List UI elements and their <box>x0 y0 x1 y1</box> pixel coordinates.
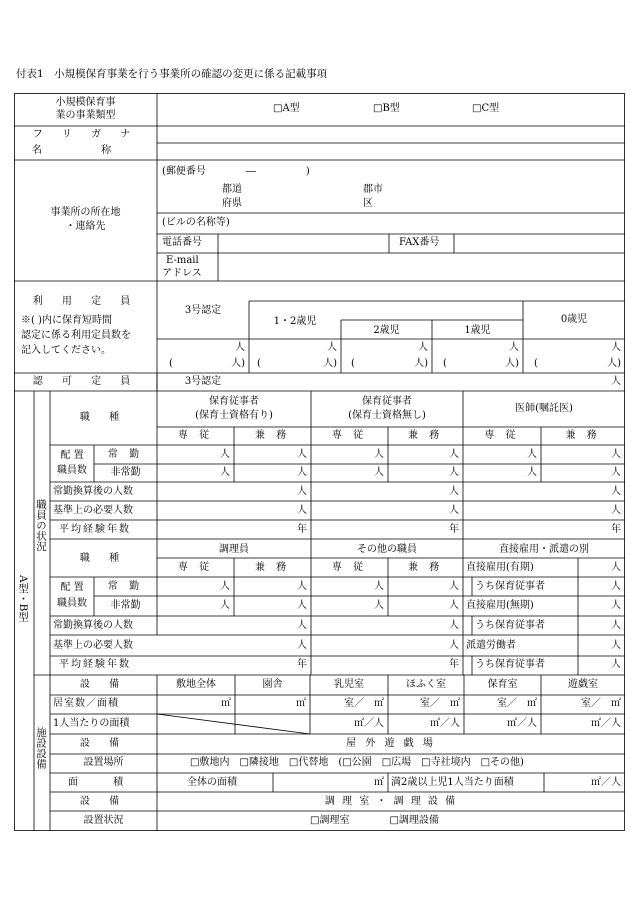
cap-cert3-paren-open: ( <box>169 358 173 369</box>
s1-r2-u2: 人 <box>297 467 307 478</box>
fac-site-sqm: ㎡ <box>221 698 231 709</box>
capacity-label: 利 用 定 員 <box>32 296 139 307</box>
fac-infant-rooms: 室／ ㎡ <box>344 698 384 709</box>
cert3-label: 3号認定 <box>184 305 222 316</box>
s2-c1-fulltime: 専 従 <box>177 562 214 573</box>
furigana-label: フ リ ガ ナ <box>32 129 139 140</box>
fac-play-room: 遊戯室 <box>568 679 598 690</box>
s1-r2-u6: 人 <box>611 467 621 478</box>
s2-c2-concurrent: 兼 務 <box>407 562 444 573</box>
cap-age1-unit: 人 <box>509 342 519 353</box>
s2-regular: 常 勤 <box>107 581 144 592</box>
s2-irregular: 非常勤 <box>110 600 141 611</box>
s1-c2-concurrent: 兼 務 <box>407 430 444 441</box>
address-label-1: 事業所の所在地 <box>50 207 121 218</box>
type-a-checkbox[interactable]: □A型 <box>273 103 300 114</box>
fac-nursery-room: 保育室 <box>487 679 518 690</box>
fax-label: FAX番号 <box>399 237 440 248</box>
fac-kitchen-label: 調 理 室 ・ 調 理 設 備 <box>324 796 458 807</box>
form-table <box>14 93 625 831</box>
staff2-other: その他の職員 <box>357 544 417 555</box>
s1-r2-u1: 人 <box>220 467 230 478</box>
cap-age0-unit: 人 <box>611 342 621 353</box>
s2-fte-label: 常勤換算後の人数 <box>53 620 133 631</box>
fac-equipment-label-3: 設 備 <box>79 796 128 807</box>
s1-r2-u3: 人 <box>374 467 384 478</box>
fac-crawl-per: ㎡／人 <box>430 718 460 729</box>
s1-yr-u2: 年 <box>449 524 459 535</box>
ward-label: 区 <box>363 198 373 209</box>
fac-per-child-unit: ㎡／人 <box>591 777 621 788</box>
s1-r2-u4: 人 <box>449 467 459 478</box>
s2-req-u2: 人 <box>449 640 459 651</box>
cap-age2-paren: 人) <box>414 358 428 369</box>
age2-label: 2歳児 <box>373 325 400 336</box>
staff1-col1-l1: 保育従事者 <box>209 396 259 407</box>
fac-rooms-area-label: 居室数／面積 <box>53 698 119 709</box>
cap-age1-paren: 人) <box>505 358 519 369</box>
s2-dispatch-unit: 人 <box>611 640 621 651</box>
email-label-2: アドレス <box>162 268 202 279</box>
type-c-checkbox[interactable]: □C型 <box>472 103 500 114</box>
s1-c3-concurrent: 兼 務 <box>565 430 601 441</box>
s2-r1-u1: 人 <box>220 581 230 592</box>
staff1-col2-l1: 保育従事者 <box>362 396 412 407</box>
s2-r2-u3: 人 <box>374 600 384 611</box>
s1-r1-u5: 人 <box>527 449 537 460</box>
s1-fte-label: 常勤換算後の人数 <box>53 486 133 497</box>
fac-bldg-sqm: ㎡ <box>296 698 306 709</box>
fac-building: 園舎 <box>262 679 283 690</box>
cap-age12-paren: 人) <box>323 358 337 369</box>
capacity-note-3: 記入してください。 <box>21 345 111 356</box>
s2-of-which-1: うち保育従事者 <box>475 581 545 592</box>
s2-of-which-2-unit: 人 <box>611 620 621 631</box>
s2-direct-fixed: 直接雇用(有期) <box>466 562 534 573</box>
fac-equipment-label-2: 設 備 <box>79 738 128 749</box>
ab-type-label: A型・B型 <box>17 575 29 622</box>
age1-label: 1歳児 <box>464 325 491 336</box>
s1-placement-1: 配 置 <box>60 450 84 461</box>
s1-c2-fulltime: 専 従 <box>331 430 368 441</box>
s1-regular: 常 勤 <box>107 449 144 460</box>
fac-infant-per: ㎡／人 <box>354 718 384 729</box>
s2-placement-1: 配 置 <box>60 582 84 593</box>
s2-req-u1: 人 <box>297 640 307 651</box>
fac-nursery-rooms: 室／ ㎡ <box>497 698 537 709</box>
fac-install-status-label: 設置状況 <box>83 815 124 826</box>
s1-c1-fulltime: 専 従 <box>177 430 214 441</box>
s2-fte-u1: 人 <box>297 620 307 631</box>
cap-age1-paren-open: ( <box>443 358 447 369</box>
s2-of-which-2: うち保育従事者 <box>475 620 545 631</box>
s1-placement-2: 職員数 <box>57 465 87 476</box>
s2-r2-u1: 人 <box>220 600 230 611</box>
cap-cert3-unit: 人 <box>235 342 245 353</box>
cap-age0-paren-open: ( <box>534 358 538 369</box>
fac-location-label: 設置場所 <box>83 757 124 768</box>
cap-age12-unit: 人 <box>327 342 337 353</box>
fac-crawl-room: ほふく室 <box>406 679 446 690</box>
s1-fte-u1: 人 <box>297 486 307 497</box>
s2-placement-2: 職員数 <box>57 598 87 609</box>
s2-yr-u2: 年 <box>449 659 459 670</box>
s1-r2-u5: 人 <box>527 467 537 478</box>
fac-equipment-label: 設 備 <box>79 679 128 690</box>
cap-age2-paren-open: ( <box>351 358 355 369</box>
cap-age12-paren-open: ( <box>257 358 261 369</box>
capacity-note-2: 認定に係る利用定員数を <box>21 330 131 341</box>
name-label: 名 称 <box>31 145 140 156</box>
type-label-1: 小規模保育事 <box>55 97 116 108</box>
s1-c1-concurrent: 兼 務 <box>254 430 291 441</box>
s1-required-label: 基準上の必要人数 <box>53 505 133 516</box>
s2-r1-u2: 人 <box>297 581 307 592</box>
s2-of-which-3-unit: 人 <box>611 659 621 670</box>
approval-cert3: 3号認定 <box>184 376 222 387</box>
s2-direct-fixed-unit: 人 <box>611 562 621 573</box>
capacity-note-1: ※( )内に保育短時間 <box>21 315 112 326</box>
s1-yr-u3: 年 <box>611 524 621 535</box>
facility-label: 施設設備 <box>35 727 47 769</box>
s1-req-u3: 人 <box>611 505 621 516</box>
fac-crawl-rooms: 室／ ㎡ <box>420 698 460 709</box>
staff1-job-type: 職 種 <box>79 412 128 423</box>
fac-outdoor-label: 屋 外 遊 戯 場 <box>346 738 436 749</box>
cap-cert3-paren: 人) <box>231 358 245 369</box>
s2-required-label: 基準上の必要人数 <box>53 640 133 651</box>
staff2-cook: 調理員 <box>219 544 249 555</box>
s2-avg-years-label: 平均経験年数 <box>59 659 131 670</box>
s1-r1-u2: 人 <box>297 449 307 460</box>
s2-r2-u4: 人 <box>449 600 459 611</box>
s1-yr-u1: 年 <box>297 524 307 535</box>
s1-irregular: 非常勤 <box>110 467 141 478</box>
s1-req-u2: 人 <box>449 505 459 516</box>
s2-c1-concurrent: 兼 務 <box>254 562 291 573</box>
fac-per-child-label: 満2歳以上児1人当たり面積 <box>391 777 514 788</box>
address-label-2: ・連絡先 <box>65 221 106 232</box>
s2-of-which-1-unit: 人 <box>611 581 621 592</box>
fac-play-per: ㎡／人 <box>591 718 621 729</box>
s2-r1-u4: 人 <box>449 581 459 592</box>
phone-label: 電話番号 <box>162 237 202 248</box>
approval-unit: 人 <box>611 376 621 387</box>
city-label: 郡市 <box>363 184 383 195</box>
s2-dispatch: 派遣労働者 <box>466 640 516 651</box>
staff1-col2-l2: (保育士資格無し) <box>348 410 426 421</box>
s2-fte-u2: 人 <box>449 620 459 631</box>
staff1-col3: 医師(嘱託医) <box>515 403 573 414</box>
fac-area-label: 面 積 <box>67 777 140 788</box>
s2-r2-u2: 人 <box>297 600 307 611</box>
s1-r1-u3: 人 <box>374 449 384 460</box>
age0-label: 0歳児 <box>560 314 588 325</box>
age12-label: 1・2歳児 <box>273 316 317 327</box>
s2-c2-fulltime: 専 従 <box>331 562 368 573</box>
fac-nursery-per: ㎡／人 <box>507 718 537 729</box>
s1-fte-u3: 人 <box>611 486 621 497</box>
fac-location-options[interactable]: □敷地内 □隣接地 □代替地 (□公園 □広場 □寺社境内 □その他) <box>190 757 524 768</box>
s1-c3-fulltime: 専 従 <box>484 430 520 441</box>
staff2-employment: 直接雇用・派遣の別 <box>499 544 589 555</box>
fac-kitchen-options[interactable]: □調理室 □調理設備 <box>310 815 439 826</box>
fac-infant-room: 乳児室 <box>334 679 364 690</box>
s2-direct-perm-unit: 人 <box>611 600 621 611</box>
prefecture-label-1: 都道 <box>222 184 242 195</box>
email-label-1: E-mail <box>166 255 199 266</box>
fac-total-area-label: 全体の面積 <box>187 777 237 788</box>
s1-req-u1: 人 <box>297 505 307 516</box>
cap-age2-unit: 人 <box>418 342 428 353</box>
type-b-checkbox[interactable]: □B型 <box>373 103 400 114</box>
staff-status-label: 職員の状況 <box>35 499 47 552</box>
s1-avg-years-label: 平均経験年数 <box>59 524 131 535</box>
building-name-field[interactable]: (ビルの名称等) <box>162 217 230 228</box>
fac-per-person-label: 1人当たりの面積 <box>53 718 130 729</box>
s2-yr-u1: 年 <box>297 659 307 670</box>
s2-r1-u3: 人 <box>374 581 384 592</box>
staff2-job-type: 職 種 <box>79 553 128 564</box>
document-title: 付表1 小規模保育事業を行う事業所の確認の変更に係る記載事項 <box>16 68 328 80</box>
s1-fte-u2: 人 <box>449 486 459 497</box>
fac-play-rooms: 室／ ㎡ <box>581 698 621 709</box>
s2-direct-perm: 直接雇用(無期) <box>466 600 534 611</box>
cap-age0-paren: 人) <box>607 358 621 369</box>
approval-label: 認 可 定 員 <box>32 376 139 387</box>
staff1-col1-l2: (保育士資格有り) <box>195 410 273 421</box>
s1-r1-u1: 人 <box>220 449 230 460</box>
fac-total-area-unit: ㎡ <box>374 777 384 788</box>
s1-r1-u4: 人 <box>449 449 459 460</box>
prefecture-label-2: 府県 <box>222 198 242 209</box>
s1-r1-u6: 人 <box>611 449 621 460</box>
fac-site-total: 敷地全体 <box>176 679 216 690</box>
postal-code-field[interactable]: (郵便番号 ― ) <box>162 166 310 177</box>
s2-of-which-3: うち保育従事者 <box>475 659 545 670</box>
type-label-2: 業の事業類型 <box>55 110 116 121</box>
